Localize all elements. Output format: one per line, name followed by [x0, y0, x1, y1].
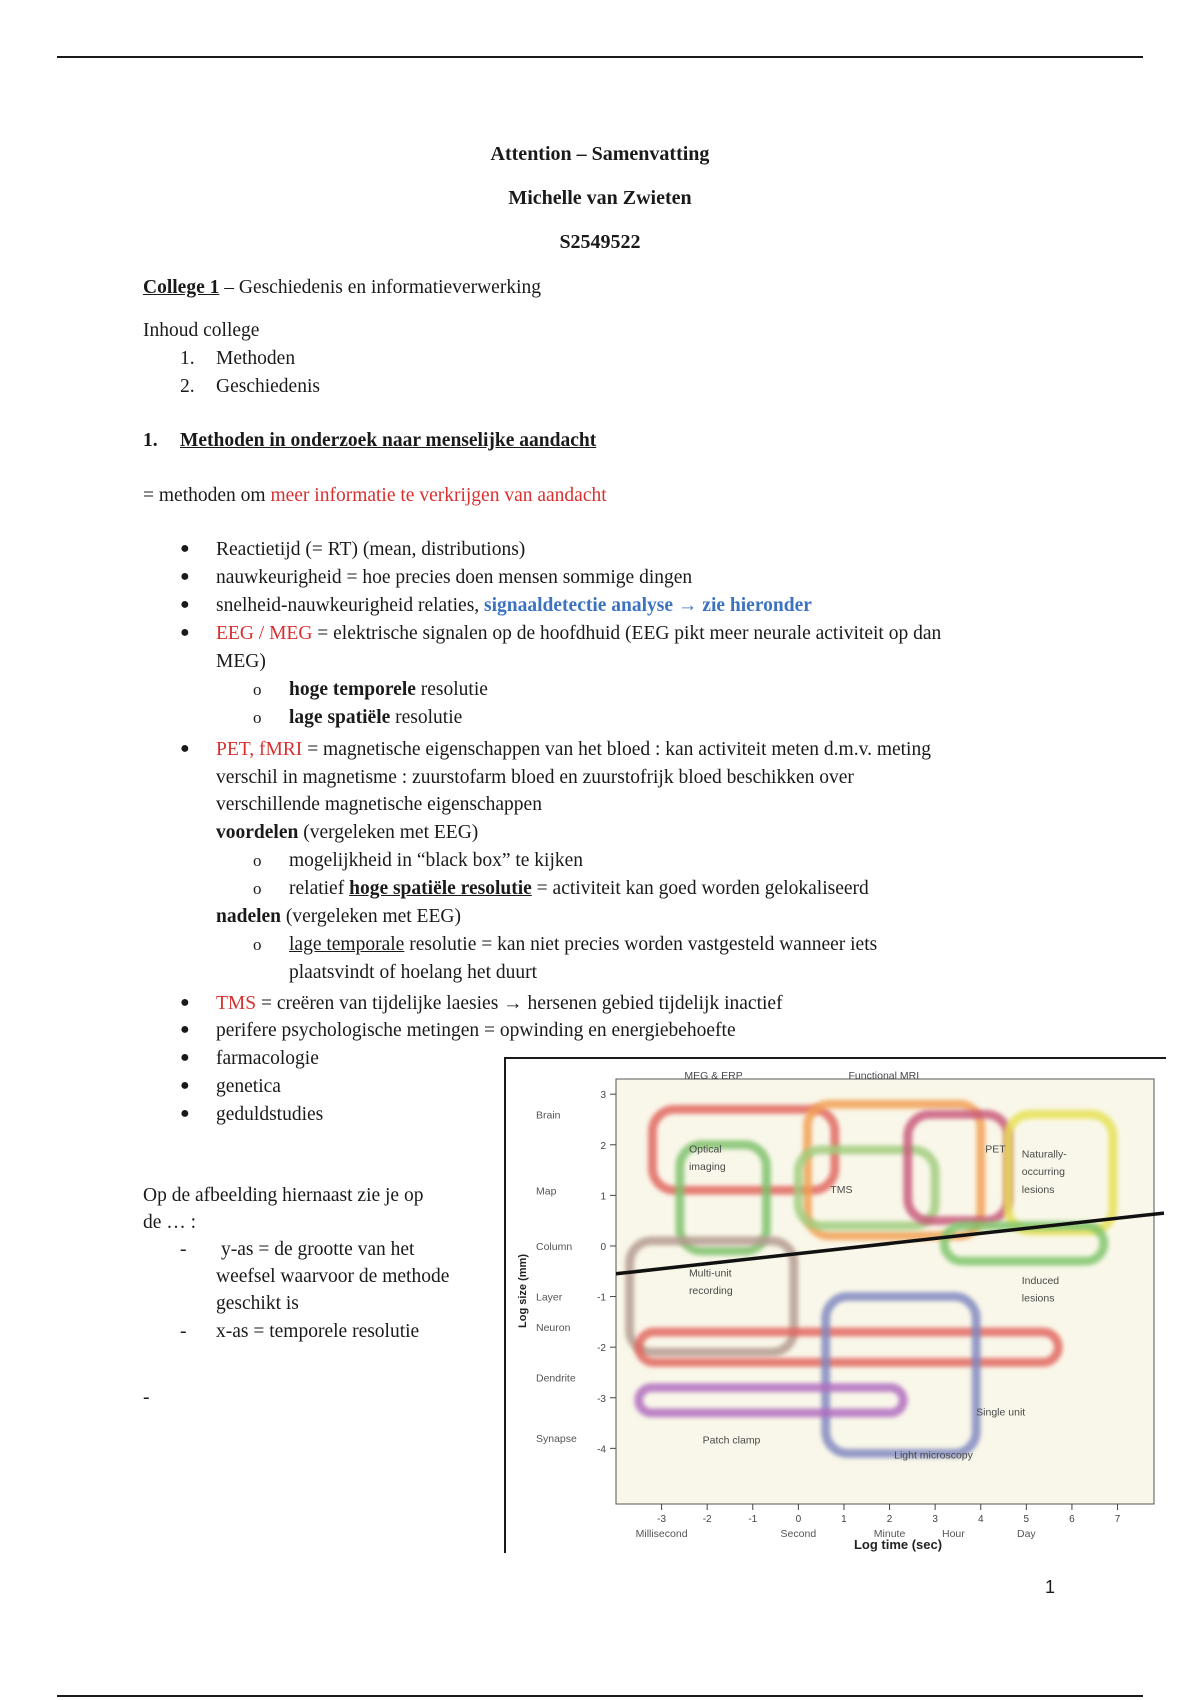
y-scale-label: Dendrite [536, 1372, 576, 1385]
bullet-pharmacology: farmacologie [216, 1048, 319, 1069]
bullet-dot: ● [180, 1105, 190, 1122]
pet-fmri-term: PET, fMRI [216, 739, 303, 760]
y-scale-label: Synapse [536, 1433, 577, 1446]
x-tick-label: -1 [748, 1514, 758, 1525]
x-tick-label: -3 [657, 1514, 667, 1525]
college-label: College 1 [143, 277, 220, 298]
x-tick-label: 2 [886, 1514, 893, 1525]
region-label: Induced [1021, 1274, 1060, 1287]
bullet-tms [216, 990, 783, 1018]
bullet-dot: ● [180, 994, 190, 1011]
region-label: MEG & ERP [684, 1070, 743, 1082]
definition-highlight: meer informatie te verkrijgen van aandacht [270, 485, 607, 506]
methods-resolution-chart [504, 1057, 1166, 1553]
signal-detection-link[interactable]: signaaldetectie analyse → zie hieronder [484, 595, 812, 616]
y-tick-label: 0 [600, 1241, 606, 1253]
region-label: Patch clamp [702, 1434, 761, 1447]
sub-bullet-circle: o [253, 935, 262, 954]
x-tick-label: 4 [977, 1514, 984, 1525]
advantages-heading [216, 819, 478, 847]
chart-svg [506, 1059, 1166, 1553]
advantage-black-box: mogelijkheid in “black box” te kijken [289, 850, 584, 871]
advantages-bold: voordelen [216, 822, 299, 843]
x-tick-label: 1 [841, 1514, 847, 1525]
x-scale-label: Second [780, 1528, 817, 1540]
sub-bullet-circle: o [253, 879, 262, 898]
sub-bullet-circle: o [253, 851, 262, 870]
bullet-peripheral: perifere psychologische metingen = opwinding en energiebehoefte [216, 1020, 736, 1041]
sidenote-y-axis-1: y-as = de grootte van het [221, 1239, 415, 1260]
tms-definition: = creëren van tijdelijke laesies → hersenen gebied tijdelijk inactief [256, 993, 783, 1014]
author-name: Michelle van Zwieten [508, 187, 692, 209]
y-scale-label: Layer [536, 1291, 563, 1304]
bullet-dot: ● [180, 1077, 190, 1094]
sidenote-dash-x: - [180, 1321, 187, 1342]
y-scale-label: Map [536, 1185, 557, 1198]
region-label: Single unit [976, 1406, 1026, 1419]
tms-term: TMS [216, 993, 257, 1014]
region-label: TMS [830, 1183, 853, 1196]
region-label: lesions [1021, 1183, 1055, 1196]
advantage-spatial-bold: hoge spatiële resolutie [349, 878, 532, 899]
disadvantage-temporal-cont: plaatsvindt of hoelang het duurt [289, 962, 538, 983]
top-rule [57, 56, 1143, 58]
bullet-dot: ● [180, 540, 190, 557]
bullet-pet-fmri [216, 736, 931, 764]
bullet-eeg-meg [216, 620, 941, 648]
x-tick-label: 6 [1069, 1514, 1075, 1525]
region-label: imaging [688, 1161, 726, 1174]
section-title: Methoden in onderzoek naar menselijke aandacht [180, 430, 597, 451]
x-scale-label: Hour [942, 1528, 965, 1540]
pet-fmri-line1: = magnetische eigenschappen van het bloed : kan activiteit meten d.m.v. meting [302, 739, 931, 760]
eeg-sub-temporal [289, 676, 488, 704]
student-id: S2549522 [559, 231, 641, 253]
college-subtitle: – Geschiedenis en informatieverwerking [219, 277, 541, 298]
y-tick-label: 2 [600, 1140, 606, 1152]
x-tick-label: -2 [702, 1514, 712, 1525]
contents-num-2: 2. [180, 376, 195, 397]
region-label: Optical [688, 1143, 722, 1156]
sub-bullet-circle: o [253, 680, 262, 699]
x-tick-label: 3 [932, 1514, 938, 1525]
eeg-sub-spatial-bold: lage spatiële [289, 707, 391, 728]
region-label: Functional MRI [848, 1070, 920, 1082]
y-tick-label: 1 [600, 1191, 606, 1203]
bullet-dot: ● [180, 740, 190, 757]
region-label: Light microscopy [894, 1449, 973, 1462]
y-tick-label: -3 [597, 1393, 606, 1405]
stray-dash: - [143, 1387, 150, 1408]
bullet-dot: ● [180, 568, 190, 585]
college-heading [143, 274, 541, 302]
y-scale-label: Column [536, 1240, 573, 1253]
region-label: recording [688, 1285, 733, 1298]
y-tick-label: -2 [597, 1343, 606, 1355]
eeg-sub-temporal-rest: resolutie [415, 679, 488, 700]
region-label: Multi-unit [688, 1267, 732, 1280]
document-title: Attention – Samenvatting [490, 143, 710, 165]
x-tick-label: 7 [1114, 1514, 1121, 1525]
x-tick-label: 0 [795, 1514, 802, 1525]
eeg-sub-temporal-bold: hoge temporele [289, 679, 416, 700]
bullet-speed-accuracy [216, 592, 812, 620]
bottom-rule [57, 1695, 1143, 1697]
advantages-rest: (vergeleken met EEG) [298, 822, 479, 843]
sidenote-line2: de … : [143, 1212, 197, 1233]
x-tick-label: 5 [1023, 1514, 1030, 1525]
region-label: lesions [1021, 1292, 1055, 1305]
eeg-sub-spatial [289, 704, 462, 732]
bullet-dot: ● [180, 1049, 190, 1066]
speed-accuracy-text: snelheid-nauwkeurigheid relaties, [216, 595, 485, 616]
y-scale-label: Neuron [536, 1321, 571, 1334]
x-axis-title: Log time (sec) [853, 1537, 943, 1552]
x-scale-label: Day [1016, 1528, 1036, 1540]
eeg-sub-spatial-rest: resolutie [390, 707, 463, 728]
advantage-spatial-pre: relatief [289, 878, 350, 899]
disadvantage-temporal-underlined: lage temporale [289, 934, 405, 955]
y-scale-label: Brain [536, 1109, 561, 1122]
definition-prefix: = methoden om [143, 485, 271, 506]
bullet-dot: ● [180, 624, 190, 641]
bullet-reaction-time: Reactietijd (= RT) (mean, distributions) [216, 539, 526, 560]
sidenote-x-axis: x-as = temporele resolutie [216, 1321, 420, 1342]
sub-bullet-circle: o [253, 708, 262, 727]
disadvantages-rest: (vergeleken met EEG) [281, 906, 461, 927]
bullet-dot: ● [180, 596, 190, 613]
disadvantage-temporal [289, 931, 877, 959]
y-axis-title: Log size (mm) [517, 1254, 529, 1328]
y-tick-label: -4 [597, 1444, 606, 1456]
advantage-spatial-post: = activiteit kan goed worden gelokaliseerd [531, 878, 869, 899]
x-scale-label: Millisecond [635, 1528, 688, 1540]
region-label: PET [985, 1143, 1006, 1156]
region-label: Naturally- [1021, 1148, 1067, 1161]
pet-fmri-line2: verschil in magnetisme : zuurstofarm bloed en zuurstofrijk bloed beschikken over [216, 767, 854, 788]
x-scale-label: Minute [873, 1528, 906, 1540]
advantage-spatial [289, 875, 869, 903]
section-number: 1. [143, 430, 158, 451]
contents-num-1: 1. [180, 348, 195, 369]
contents-heading: Inhoud college [143, 320, 260, 341]
bullet-patience: geduldstudies [216, 1104, 324, 1125]
y-tick-label: -1 [597, 1292, 606, 1304]
section-definition [143, 482, 607, 510]
contents-item-methoden: Methoden [216, 348, 296, 369]
disadvantages-heading [216, 903, 461, 931]
eeg-meg-term: EEG / MEG [216, 623, 313, 644]
eeg-meg-definition: = elektrische signalen op de hoofdhuid (EEG pikt meer neurale activiteit op dan [312, 623, 942, 644]
bullet-dot: ● [180, 1021, 190, 1038]
sidenote-dash-y: - [180, 1239, 187, 1260]
page-number: 1 [1045, 1577, 1056, 1597]
disadvantages-bold: nadelen [216, 906, 282, 927]
sidenote-y-axis-3: geschikt is [216, 1293, 299, 1314]
bullet-genetics: genetica [216, 1076, 281, 1097]
sidenote-line1: Op de afbeelding hiernaast zie je op [143, 1185, 424, 1206]
eeg-meg-definition-cont: MEG) [216, 651, 266, 672]
y-tick-label: 3 [600, 1090, 606, 1102]
pet-fmri-line3: verschillende magnetische eigenschappen [216, 794, 542, 815]
bullet-accuracy: nauwkeurigheid = hoe precies doen mensen sommige dingen [216, 567, 693, 588]
contents-item-geschiedenis: Geschiedenis [216, 376, 320, 397]
region-label: occurring [1021, 1166, 1065, 1179]
disadvantage-temporal-rest: resolutie = kan niet precies worden vastgesteld wanneer iets [404, 934, 878, 955]
sidenote-y-axis-2: weefsel waarvoor de methode [216, 1266, 450, 1287]
